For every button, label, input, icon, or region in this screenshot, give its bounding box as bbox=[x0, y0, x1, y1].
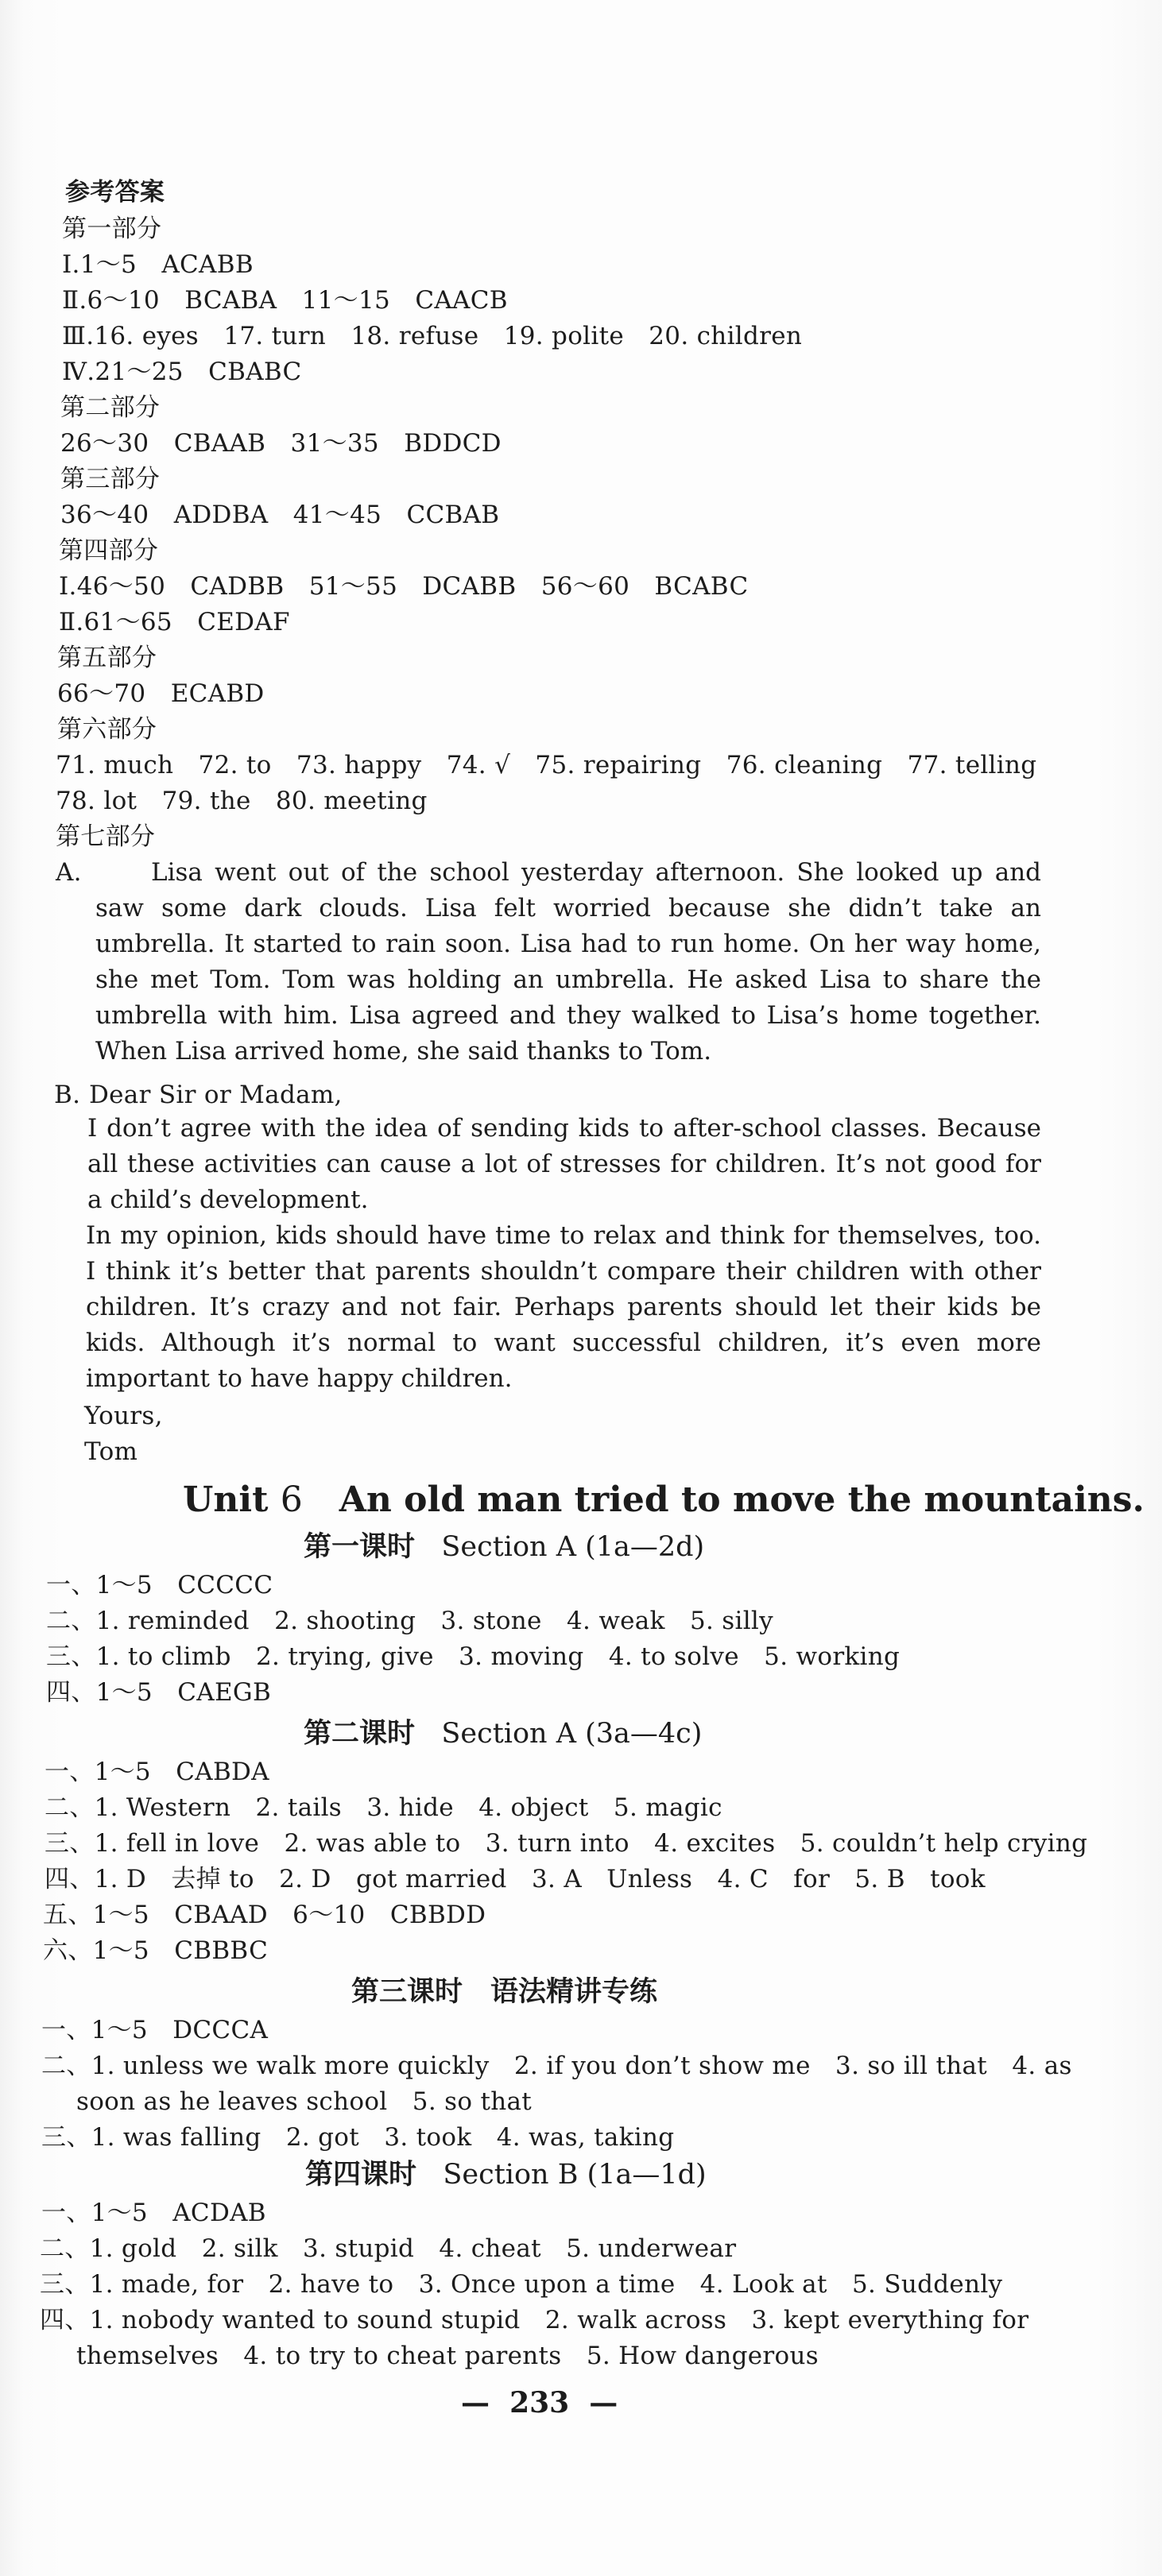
lesson2-cn: 第二课时 bbox=[304, 1718, 416, 1750]
answer-line: 六、1～5 CBBBC bbox=[43, 1936, 269, 1965]
unit-number: 6 bbox=[280, 1479, 303, 1520]
answer-line: Ⅲ.16. eyes 17. turn 18. refuse 19. polite 20. children bbox=[62, 322, 803, 350]
essay-a-label: A. bbox=[56, 858, 82, 887]
essay-b-greeting: Dear Sir or Madam, bbox=[89, 1081, 343, 1109]
answer-line: themselves 4. to try to cheat parents 5. How dangerous bbox=[76, 2342, 819, 2370]
part4-heading: 第四部分 bbox=[59, 536, 159, 565]
answer-line: 三、1. to climb 2. trying, give 3. moving 4. to solve 5. working bbox=[46, 1642, 901, 1671]
lesson1-cn: 第一课时 bbox=[304, 1531, 416, 1563]
essay-b-closing: Yours, bbox=[84, 1402, 163, 1430]
answers-heading: 参考答案 bbox=[65, 178, 165, 207]
answer-line: 26～30 CBAAB 31～35 BDDCD bbox=[60, 429, 502, 458]
answer-line: 78. lot 79. the 80. meeting bbox=[56, 787, 428, 815]
lesson4-section: Section B (1a—1d) bbox=[443, 2159, 707, 2191]
answer-line: Ⅱ.6～10 BCABA 11～15 CAACB bbox=[62, 286, 508, 315]
answer-line: 四、1～5 CAEGB bbox=[46, 1678, 272, 1707]
answer-line: 一、1～5 CABDA bbox=[45, 1758, 269, 1786]
unit-title-text: An old man tried to move the mountains. bbox=[339, 1479, 1145, 1520]
essay-b-label: B. bbox=[54, 1081, 81, 1109]
part2-heading: 第二部分 bbox=[60, 393, 161, 422]
lesson2-heading bbox=[304, 1716, 702, 1751]
lesson3-heading bbox=[351, 1975, 657, 2009]
essay-a-text: Lisa went out of the school yesterday afternoon. She looked up and saw some dark clouds. Lisa felt worried because she didn’t take an umbrella. It started to rain soon. Lisa had to run home. On her way home, she met Tom. Tom was holding an umbrella. He asked Lisa to share the umbrella with him. Lisa agreed and they walked to Lisa’s home together. When Lisa arrived home, she said thanks to Tom. bbox=[95, 858, 1041, 1066]
lesson2-section: Section A (3a—4c) bbox=[441, 1718, 703, 1750]
essay-b-signature: Tom bbox=[84, 1437, 138, 1466]
part6-heading: 第六部分 bbox=[57, 715, 157, 744]
answer-line: Ⅰ.46～50 CADBB 51～55 DCABB 56～60 BCABC bbox=[59, 572, 749, 601]
page-number: — 233 — bbox=[461, 2386, 618, 2419]
lesson4-cn: 第四课时 bbox=[305, 2159, 417, 2191]
answer-line: 四、1. nobody wanted to sound stupid 2. walk across 3. kept everything for bbox=[40, 2306, 1029, 2334]
answer-line: Ⅱ.61～65 CEDAF bbox=[59, 608, 290, 636]
part5-heading: 第五部分 bbox=[57, 644, 157, 672]
answer-line: 一、1～5 ACDAB bbox=[41, 2199, 266, 2227]
answer-line: 三、1. was falling 2. got 3. took 4. was, taking bbox=[41, 2123, 675, 2152]
answer-line: 五、1～5 CBAAD 6～10 CBBDD bbox=[43, 1901, 486, 1929]
answer-line: 二、1. Western 2. tails 3. hide 4. object 5. magic bbox=[45, 1793, 722, 1822]
answer-line: soon as he leaves school 5. so that bbox=[76, 2087, 533, 2116]
part1-heading: 第一部分 bbox=[62, 215, 162, 243]
answer-line: 二、1. reminded 2. shooting 3. stone 4. weak 5. silly bbox=[46, 1607, 773, 1635]
answer-line: 71. much 72. to 73. happy 74. √ 75. repairing 76. cleaning 77. telling bbox=[56, 751, 1037, 779]
answer-line: 二、1. unless we walk more quickly 2. if you don’t show me 3. so ill that 4. as bbox=[41, 2052, 1072, 2080]
answer-line: 三、1. made, for 2. have to 3. Once upon a time 4. Look at 5. Suddenly bbox=[40, 2270, 1003, 2299]
page-number-value: 233 bbox=[509, 2386, 570, 2419]
answer-line: 66～70 ECABD bbox=[57, 679, 265, 708]
part3-heading: 第三部分 bbox=[60, 465, 161, 493]
unit-title bbox=[183, 1478, 1145, 1522]
lesson4-heading bbox=[305, 2157, 707, 2192]
lesson3-cn: 第三课时 语法精讲专练 bbox=[351, 1976, 658, 2008]
lesson1-section: Section A (1a—2d) bbox=[441, 1531, 705, 1563]
part7-heading: 第七部分 bbox=[56, 822, 156, 851]
lesson1-heading bbox=[304, 1530, 704, 1565]
answer-line: 二、1. gold 2. silk 3. stupid 4. cheat 5. underwear bbox=[40, 2234, 737, 2263]
answer-line: 一、1～5 CCCCC bbox=[46, 1571, 273, 1599]
essay-b-para2: In my opinion, kids should have time to relax and think for themselves, too. I think it’s better that parents shouldn’t compare their children with other children. It’s crazy and not fair. Perhaps parents should let their kids be kids. Although it’s normal to want successful children, it’s even more important to have happy children. bbox=[86, 1221, 1041, 1393]
answer-line: 四、1. D 去掉 to 2. D got married 3. A Unless 4. C for 5. B took bbox=[45, 1865, 986, 1893]
answer-line: 一、1～5 DCCCA bbox=[41, 2016, 269, 2044]
answer-line: 三、1. fell in love 2. was able to 3. turn into 4. excites 5. couldn’t help crying bbox=[45, 1829, 1088, 1858]
answer-line: 36～40 ADDBA 41～45 CCBAB bbox=[60, 501, 500, 529]
essay-b-para1: I don’t agree with the idea of sending kids to after-school classes. Because all these activities can cause a lot of stresses for children. It’s not good for a child’s development. bbox=[87, 1114, 1041, 1214]
answer-line: Ⅳ.21～25 CBABC bbox=[62, 358, 302, 386]
answer-line: Ⅰ.1～5 ACABB bbox=[62, 250, 254, 279]
unit-label: Unit bbox=[183, 1479, 269, 1520]
